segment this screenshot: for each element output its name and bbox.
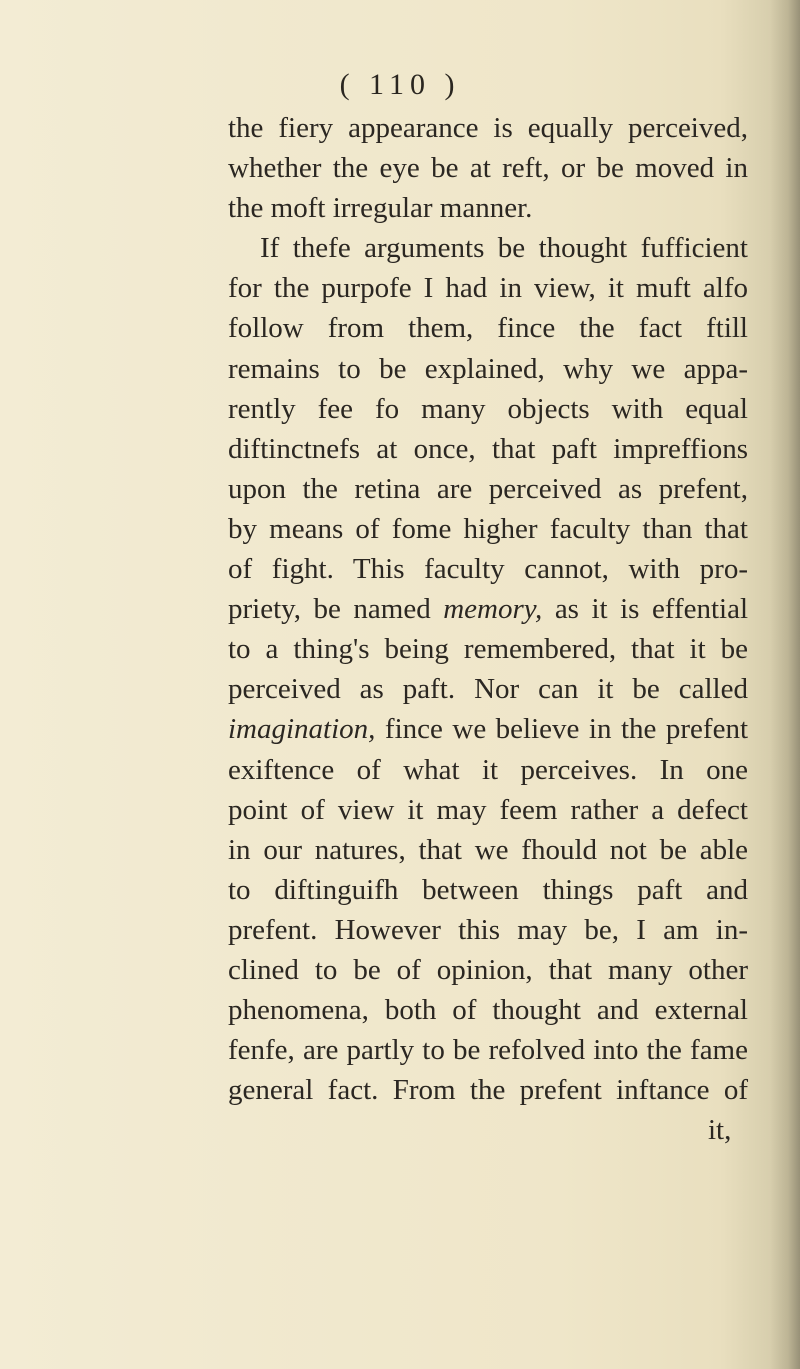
text-line: by means of fome higher faculty than that xyxy=(228,512,748,545)
text-line: in our natures, that we fhould not be able xyxy=(228,833,748,866)
catchword: it, xyxy=(708,1114,732,1146)
text-line: to a thing's being remembered, that it be xyxy=(228,633,748,666)
text-line: for the purpofe I had in view, it muft alfo xyxy=(228,272,748,305)
text-line: remains to be explained, why we appa- xyxy=(228,352,748,385)
text-line: general fact. From the prefent inftance of xyxy=(228,1074,748,1107)
italic-term-imagination: imagination, xyxy=(228,713,376,746)
text-line-with-italic xyxy=(228,709,748,749)
text-line: perceived as paft. Nor can it be called xyxy=(228,673,748,706)
text-run: priety, be named xyxy=(228,593,431,626)
italic-term-memory: memory, xyxy=(443,593,543,626)
text-line: fenfe, are partly to be refolved into the fame xyxy=(228,1034,748,1067)
text-line: clined to be of opinion, that many other xyxy=(228,953,748,986)
text-line: of fight. This faculty cannot, with pro- xyxy=(228,553,748,586)
text-line: follow from them, fince the fact ftill xyxy=(228,312,748,345)
text-line: upon the retina are perceived as prefent, xyxy=(228,472,748,505)
text-line: diftinctnefs at once, that paft impreffions xyxy=(228,432,748,465)
text-line: rently fee fo many objects with equal xyxy=(228,392,748,425)
text-line: point of view it may feem rather a defect xyxy=(228,793,748,826)
text-line: prefent. However this may be, I am in- xyxy=(228,913,748,946)
body-text xyxy=(228,108,748,1110)
text-line: exiftence of what it perceives. In one xyxy=(228,753,748,786)
text-line: the fiery appearance is equally perceived, xyxy=(228,112,748,144)
page-number: ( 110 ) xyxy=(339,68,461,101)
text-line: to diftinguifh between things paft and xyxy=(228,873,748,906)
text-line: the moft irregular manner. xyxy=(228,192,533,225)
text-line: whether the eye be at reft, or be moved in xyxy=(228,152,748,185)
text-line-with-italic xyxy=(228,589,748,629)
text-run: as it is effential xyxy=(554,593,749,626)
text-run: fince we believe in the prefent xyxy=(384,713,748,746)
text-line: phenomena, both of thought and external xyxy=(228,994,748,1027)
text-line: If thefe arguments be thought fufficient xyxy=(260,232,748,265)
